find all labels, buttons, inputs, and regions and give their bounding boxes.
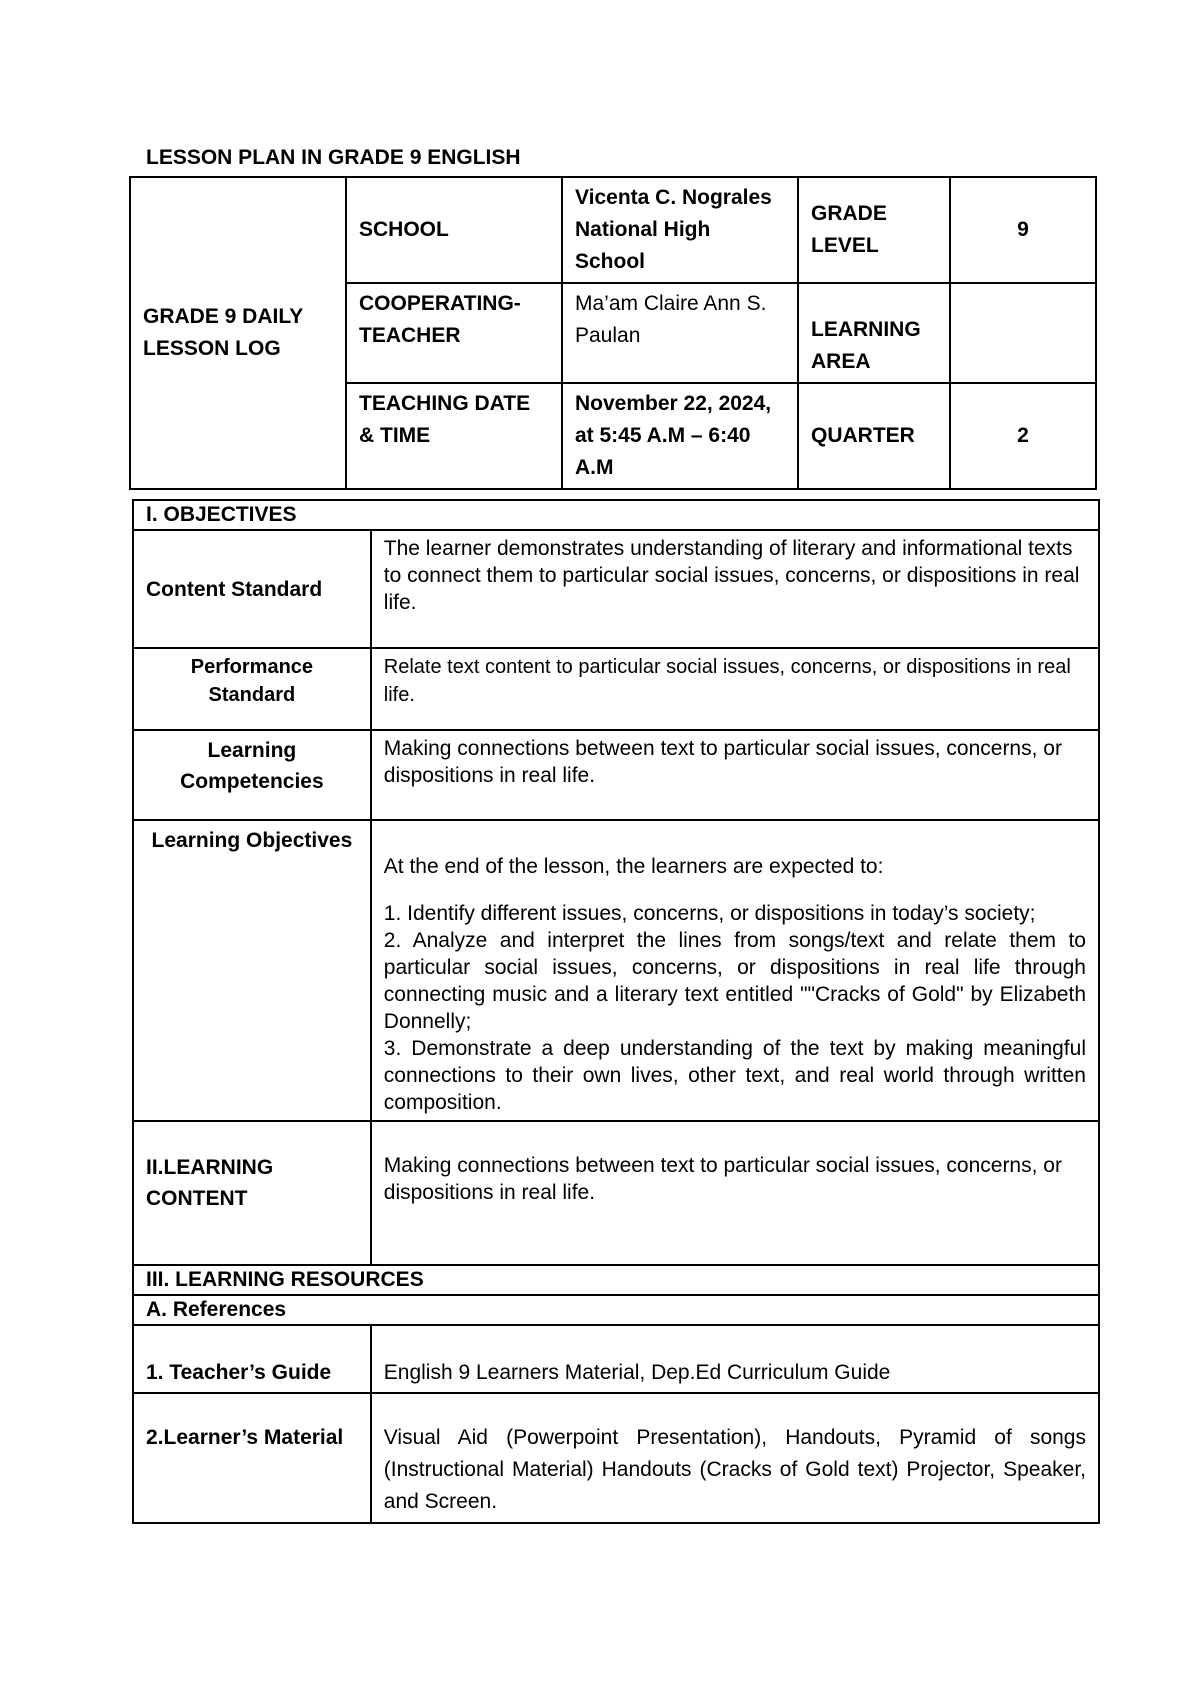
page-title: LESSON PLAN IN GRADE 9 ENGLISH <box>146 146 521 169</box>
teaching-date-value: November 22, 2024, at 5:45 A.M – 6:40 A.M <box>562 383 798 489</box>
learning-objectives-cell <box>371 820 1099 1121</box>
content-standard-row <box>133 530 1099 648</box>
quarter-value: 2 <box>950 383 1096 489</box>
performance-standard-value: Relate text content to particular social issues, concerns, or dispositions in real life. <box>371 648 1099 730</box>
learning-area-label: LEARNING AREA <box>798 283 950 383</box>
school-label: SCHOOL <box>346 177 562 283</box>
learning-objectives-intro: At the end of the lesson, the learners are expected to: <box>383 855 884 878</box>
cooperating-teacher-label: COOPERATING-TEACHER <box>346 283 562 383</box>
learning-objective-item-1: 1. Identify different issues, concerns, or dispositions in today’s society; <box>383 902 1036 925</box>
learners-material-label: 2.Learner’s Material <box>133 1393 371 1523</box>
objectives-section-title: I. OBJECTIVES <box>133 500 1099 530</box>
cooperating-teacher-value: Ma’am Claire Ann S. Paulan <box>562 283 798 383</box>
learning-competencies-label: Learning Competencies <box>133 730 371 820</box>
performance-standard-label: Performance Standard <box>133 648 371 730</box>
header-table <box>129 176 1097 490</box>
performance-standard-row <box>133 648 1099 730</box>
learning-resources-section-row <box>133 1265 1099 1295</box>
references-row <box>133 1295 1099 1325</box>
learning-competencies-row <box>133 730 1099 820</box>
learning-area-value <box>950 283 1096 383</box>
learning-objectives-row <box>133 820 1099 1121</box>
learning-objectives-label: Learning Objectives <box>133 820 371 1121</box>
quarter-label: QUARTER <box>798 383 950 489</box>
content-standard-label: Content Standard <box>133 530 371 648</box>
teaching-date-label: TEACHING DATE & TIME <box>346 383 562 489</box>
learning-objective-item-2: 2. Analyze and interpret the lines from songs/text and relate them to particular social issues, concerns, or dispositions in real life through connecting music and a literary text entitled ""Cracks of Gold" by Elizabeth Donnelly; <box>383 929 1086 1033</box>
learning-competencies-value: Making connections between text to particular social issues, concerns, or dispositions in real life. <box>371 730 1099 820</box>
objectives-table <box>132 499 1100 1524</box>
learning-resources-section-title: III. LEARNING RESOURCES <box>133 1265 1099 1295</box>
learning-content-value: Making connections between text to particular social issues, concerns, or dispositions in real life. <box>371 1121 1099 1265</box>
references-title: A. References <box>133 1295 1099 1325</box>
header-row-school <box>130 177 1096 283</box>
objectives-section-row <box>133 500 1099 530</box>
learning-objective-item-3: 3. Demonstrate a deep understanding of the text by making meaningful connections to their own lives, other text, and real world through written composition. <box>383 1037 1086 1114</box>
learning-content-label: II.LEARNING CONTENT <box>133 1121 371 1265</box>
teachers-guide-row <box>133 1325 1099 1393</box>
grade-level-value: 9 <box>950 177 1096 283</box>
daily-lesson-log-label: GRADE 9 DAILY LESSON LOG <box>130 177 346 489</box>
learning-content-row <box>133 1121 1099 1265</box>
school-value: Vicenta C. Nograles National High School <box>562 177 798 283</box>
teachers-guide-label: 1. Teacher’s Guide <box>133 1325 371 1393</box>
grade-level-label: GRADE LEVEL <box>798 177 950 283</box>
teachers-guide-value: English 9 Learners Material, Dep.Ed Curriculum Guide <box>371 1325 1099 1393</box>
learners-material-row <box>133 1393 1099 1523</box>
learners-material-value: Visual Aid (Powerpoint Presentation), Handouts, Pyramid of songs (Instructional Material) Handouts (Cracks of Gold text) Projector, Speaker, and Screen. <box>371 1393 1099 1523</box>
content-standard-value: The learner demonstrates understanding of literary and informational texts to connect them to particular social issues, concerns, or dispositions in real life. <box>371 530 1099 648</box>
